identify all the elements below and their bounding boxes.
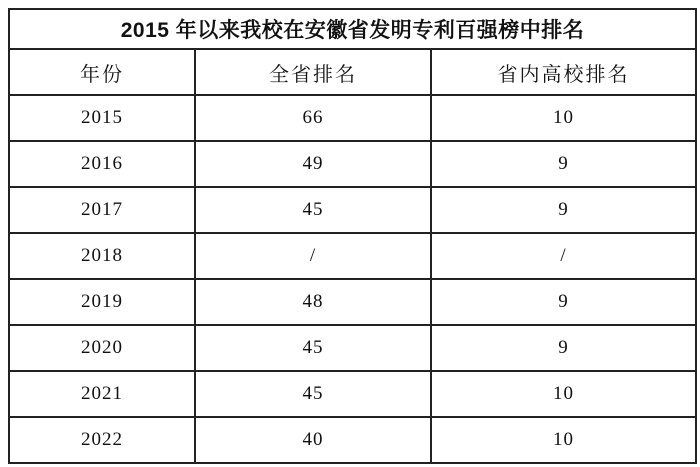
table-row bbox=[9, 325, 696, 371]
table-header-row bbox=[9, 49, 696, 95]
column-header-year: 年份 bbox=[9, 49, 195, 95]
table-cell: 2022 bbox=[9, 417, 195, 463]
table-cell: 48 bbox=[195, 279, 431, 325]
table-cell: 45 bbox=[195, 187, 431, 233]
table-row bbox=[9, 187, 696, 233]
table-title: 2015 年以来我校在安徽省发明专利百强榜中排名 bbox=[9, 9, 696, 49]
table-cell: 2021 bbox=[9, 371, 195, 417]
table-cell: 10 bbox=[431, 95, 696, 141]
table-cell: 2015 bbox=[9, 95, 195, 141]
table-row bbox=[9, 417, 696, 463]
table-cell: 45 bbox=[195, 325, 431, 371]
table-cell: 49 bbox=[195, 141, 431, 187]
table-cell: 2020 bbox=[9, 325, 195, 371]
ranking-table bbox=[8, 8, 697, 464]
table-cell: 40 bbox=[195, 417, 431, 463]
table-cell: 45 bbox=[195, 371, 431, 417]
table-cell: 2016 bbox=[9, 141, 195, 187]
table-cell: 9 bbox=[431, 325, 696, 371]
table-title-row bbox=[9, 9, 696, 49]
table-cell: 9 bbox=[431, 279, 696, 325]
table-cell: 66 bbox=[195, 95, 431, 141]
table-cell: 2018 bbox=[9, 233, 195, 279]
table-cell: 2019 bbox=[9, 279, 195, 325]
table-cell: 10 bbox=[431, 371, 696, 417]
table-row bbox=[9, 95, 696, 141]
table-row bbox=[9, 371, 696, 417]
table-cell: 9 bbox=[431, 141, 696, 187]
table-cell: / bbox=[195, 233, 431, 279]
column-header-province-university-rank: 省内高校排名 bbox=[431, 49, 696, 95]
table-row bbox=[9, 279, 696, 325]
table-cell: 9 bbox=[431, 187, 696, 233]
column-header-province-rank: 全省排名 bbox=[195, 49, 431, 95]
table-row bbox=[9, 141, 696, 187]
table-cell: 2017 bbox=[9, 187, 195, 233]
table-row bbox=[9, 233, 696, 279]
table-cell: 10 bbox=[431, 417, 696, 463]
table-cell: / bbox=[431, 233, 696, 279]
